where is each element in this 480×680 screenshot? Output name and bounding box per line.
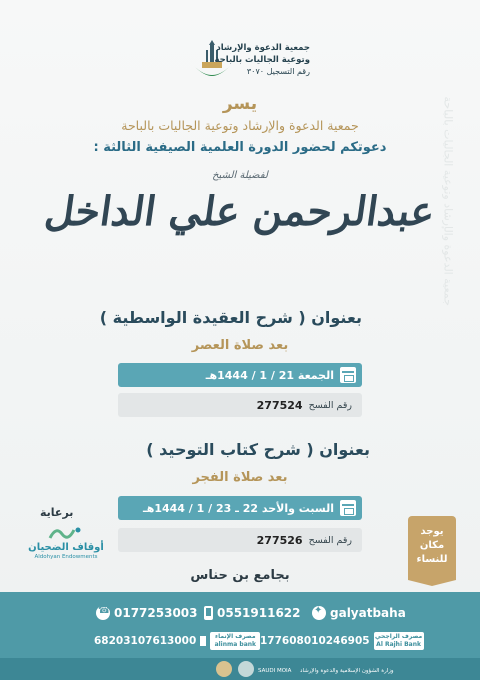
side-watermark: جمعية الدعوة والإرشاد وتوعية الجاليات بالباحة [441, 96, 455, 306]
yousir-heading: يسر [222, 94, 258, 114]
rajhi-account-number: 177608010246905 [260, 635, 370, 647]
lecture-2-date-bar [118, 496, 362, 520]
rajhi-bank-account [260, 632, 424, 650]
mobile-number: 0551911622 [217, 606, 301, 620]
inviting-org: جمعية الدعوة والإرشاد وتوعية الجاليات بالباحة [121, 118, 359, 133]
moia-logo-icon [238, 661, 254, 677]
sheikh-prefix: لفضيلة الشيخ [212, 170, 268, 181]
org-line-1: جمعية الدعوة والإرشاد [216, 43, 310, 53]
lecture-1-title: بعنوان ( شرح العقيدة الواسطية ) [99, 308, 362, 327]
ministry-label: وزارة الشؤون الإسلامية والدعوة والإرشاد [300, 668, 394, 674]
lecture-1-permit-bar [118, 393, 362, 417]
mosque-location: بجامع بن حناس [190, 568, 290, 583]
phone-icon [96, 606, 110, 620]
twitter-contact[interactable] [312, 606, 406, 620]
rajhi-bank-logo: مصرف الراجحي Al Rajhi Bank [374, 633, 423, 648]
lecture-2-permit-label: رقم الفسح [308, 534, 352, 546]
mobile-icon [204, 606, 213, 620]
lecture-1-date: الجمعة 21 / 1 / 1444هـ [205, 368, 334, 382]
calendar-icon [340, 500, 356, 516]
sheikh-name-calligraphy: عبدالرحمن علي الداخل [42, 188, 438, 235]
alinma-bank-account [94, 632, 260, 650]
ministry-strip [0, 658, 480, 680]
registration-number: رقم التسجيل ٣٠٧٠ [246, 67, 310, 76]
lecture-1-permit-number: 277524 [256, 398, 303, 412]
lecture-2-date: السبت والأحد 22 ـ 23 / 1 / 1444هـ [142, 501, 334, 515]
alinma-bank-logo: مصرف الإنماء alinma bank [210, 632, 260, 650]
lecture-2-permit-number: 277526 [256, 533, 303, 547]
calendar-icon [340, 367, 356, 383]
org-name [215, 42, 311, 78]
lecture-2-permit-bar [118, 528, 362, 552]
sponsor-label: برعاية [40, 506, 74, 519]
twitter-icon [312, 606, 326, 620]
lecture-2-time: بعد صلاة الفجر [192, 470, 288, 485]
lecture-1-time: بعد صلاة العصر [191, 338, 289, 353]
invitation-line: دعوتكم لحضور الدورة العلمية الصيفية الثالثة : [93, 140, 387, 155]
women-space-badge: يوجد مكان للنساء [408, 516, 456, 580]
mobile-contact[interactable] [204, 606, 301, 620]
phone-contact[interactable] [96, 606, 198, 620]
phone-number: 0177253003 [114, 606, 198, 620]
sponsor-name-ar: أوقاف الضحيان [28, 542, 104, 553]
moia-label: SAUDI MOIA [258, 668, 292, 674]
org-logo-block [190, 34, 310, 90]
separator-icon [200, 636, 206, 646]
lecture-2-title: بعنوان ( شرح كتاب التوحيد ) [146, 440, 370, 459]
lecture-1-permit-label: رقم الفسح [308, 399, 352, 411]
ministry-logo-icon [216, 661, 232, 677]
lecture-1-date-bar [118, 363, 362, 387]
twitter-handle: galyatbaha [330, 606, 406, 620]
alinma-account-number: 68203107613000 [94, 635, 197, 647]
org-line-2: وتوعية الجاليات بالباحة [214, 55, 310, 65]
footer [0, 592, 480, 680]
awqaf-logo-icon [46, 524, 86, 542]
sponsor-name-en: Aldohyan Endowments [34, 554, 98, 560]
